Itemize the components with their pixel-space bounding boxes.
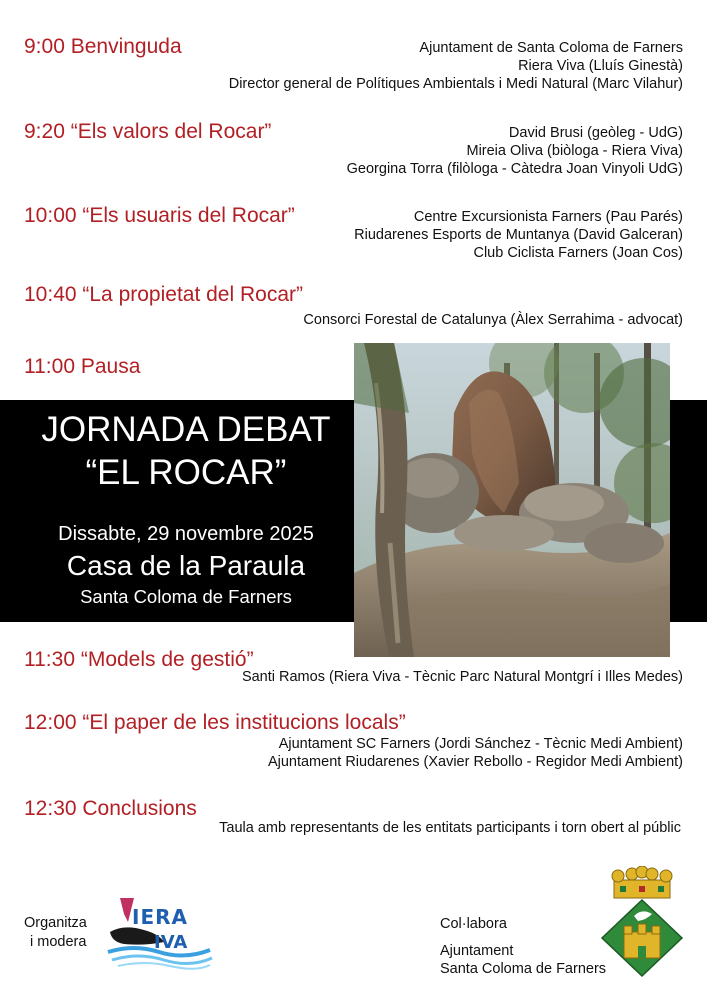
session-speaker: Riudarenes Esports de Muntanya (David Galceran) <box>354 227 683 243</box>
event-title-line2: “EL ROCAR” <box>85 453 287 492</box>
session-speaker: David Brusi (geòleg - UdG) <box>508 125 683 141</box>
session-title: 9:20 “Els valors del Rocar” <box>24 120 272 143</box>
session-speaker: Georgina Torra (filòloga - Càtedra Joan Vinyoli UdG) <box>346 161 683 177</box>
session-speaker: Ajuntament Riudarenes (Xavier Rebollo - Regidor Medi Ambient) <box>267 754 683 770</box>
session-speaker: Riera Viva (Lluís Ginestà) <box>518 58 683 74</box>
town-coat-of-arms <box>600 866 684 978</box>
session-title: 12:30 Conclusions <box>24 797 197 820</box>
event-venue: Casa de la Paraula <box>66 550 306 581</box>
session-speaker: Ajuntament de Santa Coloma de Farners <box>419 40 683 56</box>
session-speaker: Santi Ramos (Riera Viva - Tècnic Parc Natural Montgrí i Illes Medes) <box>241 669 683 685</box>
session-title: 12:00 “El paper de les institucions locals” <box>24 711 406 734</box>
session-title: 11:30 “Models de gestió” <box>24 648 254 671</box>
session-speaker: Centre Excursionista Farners (Pau Parés) <box>413 209 683 225</box>
riera-viva-logo <box>104 890 214 970</box>
collab-label: Col·labora <box>440 916 507 932</box>
session-speaker: Director general de Polítiques Ambientals i Medi Natural (Marc Vilahur) <box>228 76 683 92</box>
session-speaker: Mireia Oliva (biòloga - Riera Viva) <box>466 143 683 159</box>
organizer-label: Organitza <box>24 915 87 931</box>
session-title: 10:40 “La propietat del Rocar” <box>24 283 303 306</box>
session-speaker: Taula amb representants de les entitats participants i torn obert al públic <box>219 820 681 836</box>
svg-text:IERA: IERA <box>132 905 188 929</box>
organizer-label: i modera <box>30 934 87 950</box>
event-town: Santa Coloma de Farners <box>80 586 292 607</box>
event-date: Dissabte, 29 novembre 2025 <box>58 523 314 545</box>
rock-landscape-photo <box>354 343 670 657</box>
session-title: 10:00 “Els usuaris del Rocar” <box>24 204 295 227</box>
session-title: 9:00 Benvinguda <box>24 35 182 58</box>
svg-text:IVA: IVA <box>154 932 188 953</box>
event-title-line1: JORNADA DEBAT <box>41 410 331 449</box>
session-title: 11:00 Pausa <box>24 355 141 378</box>
session-speaker: Club Ciclista Farners (Joan Cos) <box>473 245 683 261</box>
collab-name: Santa Coloma de Farners <box>440 961 607 977</box>
session-speaker: Consorci Forestal de Catalunya (Àlex Serrahima - advocat) <box>303 312 683 328</box>
session-speaker: Ajuntament SC Farners (Jordi Sánchez - Tècnic Medi Ambient) <box>278 736 683 752</box>
collab-name: Ajuntament <box>440 943 514 959</box>
